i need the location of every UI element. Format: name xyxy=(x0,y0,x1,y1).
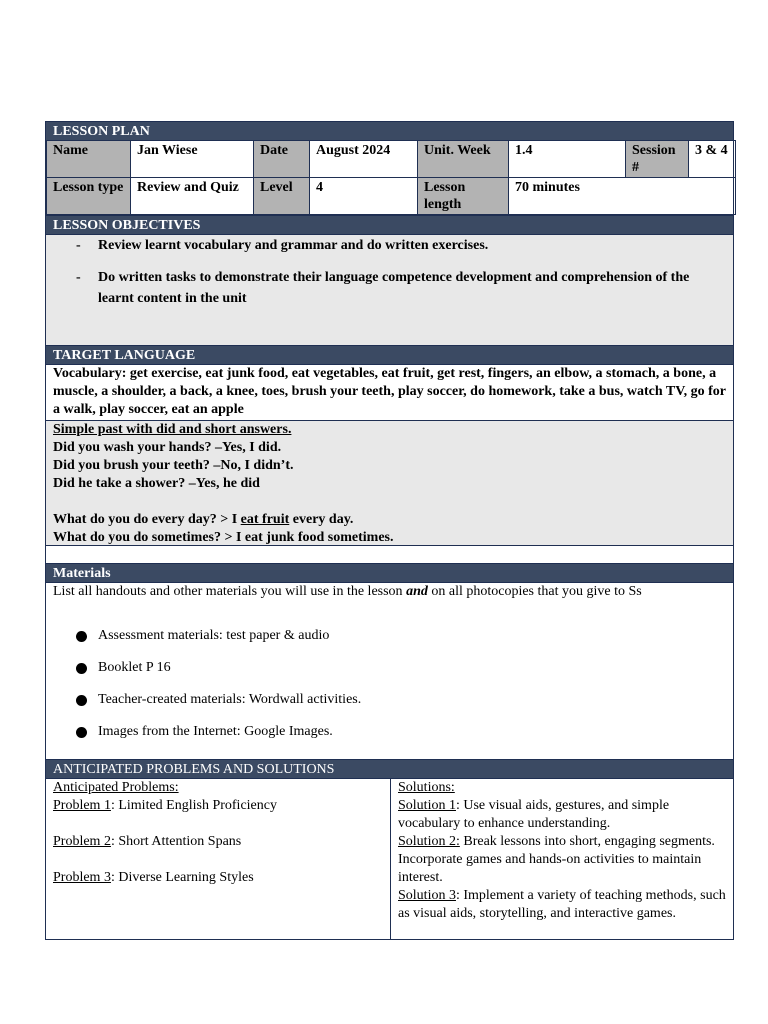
materials-section xyxy=(46,582,733,759)
unit-week-value: 1.4 xyxy=(509,141,626,178)
session-value: 3 & 4 xyxy=(689,141,736,178)
vocabulary-text: Vocabulary: get exercise, eat junk food, eat vegetables, eat fruit, get rest, fingers, an elbow, a stomach, a bone, a muscle, a shoulder, a back, a knee, toes, brush your teeth, play soccer, do homework, take a bus, watch TV, go for a walk, play soccer, eat an apple xyxy=(46,364,733,420)
grammar-line: Did you brush your teeth? –No, I didn’t. xyxy=(53,458,294,473)
lesson-type-label: Lesson type xyxy=(47,178,131,215)
question-line-2: What do you do sometimes? > I eat junk food sometimes. xyxy=(53,530,394,545)
list-item: Assessment materials: test paper & audio xyxy=(76,627,361,659)
grammar-title: Simple past with did and short answers. xyxy=(53,422,292,437)
list-item: Teacher-created materials: Wordwall activities. xyxy=(76,691,361,723)
lesson-type-value: Review and Quiz xyxy=(131,178,254,215)
name-label: Name xyxy=(47,141,131,178)
target-language-heading: TARGET LANGUAGE xyxy=(46,345,733,364)
objectives-heading: LESSON OBJECTIVES xyxy=(46,215,733,234)
objectives-section: - Review learnt vocabulary and grammar and do written exercises. - Do written tasks to demonstrate their language competence development and comprehension of the learnt content in the unit xyxy=(46,234,733,345)
solutions-column xyxy=(391,779,733,939)
solution-item: Solution 3: Implement a variety of teaching methods, such as visual aids, storytelling, and interactive games. xyxy=(398,888,726,921)
solution-item: Solution 1: Use visual aids, gestures, and simple vocabulary to enhance understanding. xyxy=(398,798,670,831)
problems-heading: ANTICIPATED PROBLEMS AND SOLUTIONS xyxy=(46,759,733,778)
name-value: Jan Wiese xyxy=(131,141,254,178)
solutions-title: Solutions: xyxy=(398,780,455,795)
objective-text: Review learnt vocabulary and grammar and do written exercises. xyxy=(98,238,489,253)
lesson-length-value: 70 minutes xyxy=(509,178,736,215)
date-label: Date xyxy=(254,141,310,178)
session-label: Session # xyxy=(626,141,689,178)
unit-week-label: Unit. Week xyxy=(418,141,509,178)
materials-intro: List all handouts and other materials you will use in the lesson and on all photocopies that you give to Ss xyxy=(53,584,642,599)
question-line-1: What do you do every day? > I eat fruit every day. xyxy=(53,512,354,527)
grammar-line: Did you wash your hands? –Yes, I did. xyxy=(53,440,282,455)
bullet-icon xyxy=(76,695,87,706)
problems-title: Anticipated Problems: xyxy=(53,780,179,795)
problem-item: Problem 3: Diverse Learning Styles xyxy=(53,870,254,885)
problems-column xyxy=(46,779,391,939)
materials-list xyxy=(76,627,361,755)
lesson-info-table xyxy=(46,140,736,215)
problem-item: Problem 1: Limited English Proficiency xyxy=(53,798,277,813)
lesson-length-label: Lesson length xyxy=(418,178,509,215)
objective-text: Do written tasks to demonstrate their language competence development and comprehension of the learnt content in the unit xyxy=(98,270,690,306)
bullet-icon xyxy=(76,663,87,674)
bullet-icon xyxy=(76,727,87,738)
solution-item: Solution 2: Break lessons into short, engaging segments. Incorporate games and hands-on activities to maintain interest. xyxy=(398,834,715,885)
materials-heading: Materials xyxy=(46,563,733,582)
level-label: Level xyxy=(254,178,310,215)
problem-item: Problem 2: Short Attention Spans xyxy=(53,834,242,849)
lesson-plan-document xyxy=(45,121,734,940)
list-item: Images from the Internet: Google Images. xyxy=(76,723,361,755)
lesson-plan-heading: LESSON PLAN xyxy=(46,121,733,140)
problems-solutions-section xyxy=(46,778,733,939)
grammar-line: Did he take a shower? –Yes, he did xyxy=(53,476,260,491)
list-item: Booklet P 16 xyxy=(76,659,361,691)
empty-row xyxy=(46,545,733,563)
level-value: 4 xyxy=(310,178,418,215)
bullet-icon xyxy=(76,631,87,642)
grammar-section xyxy=(46,420,733,545)
date-value: August 2024 xyxy=(310,141,418,178)
